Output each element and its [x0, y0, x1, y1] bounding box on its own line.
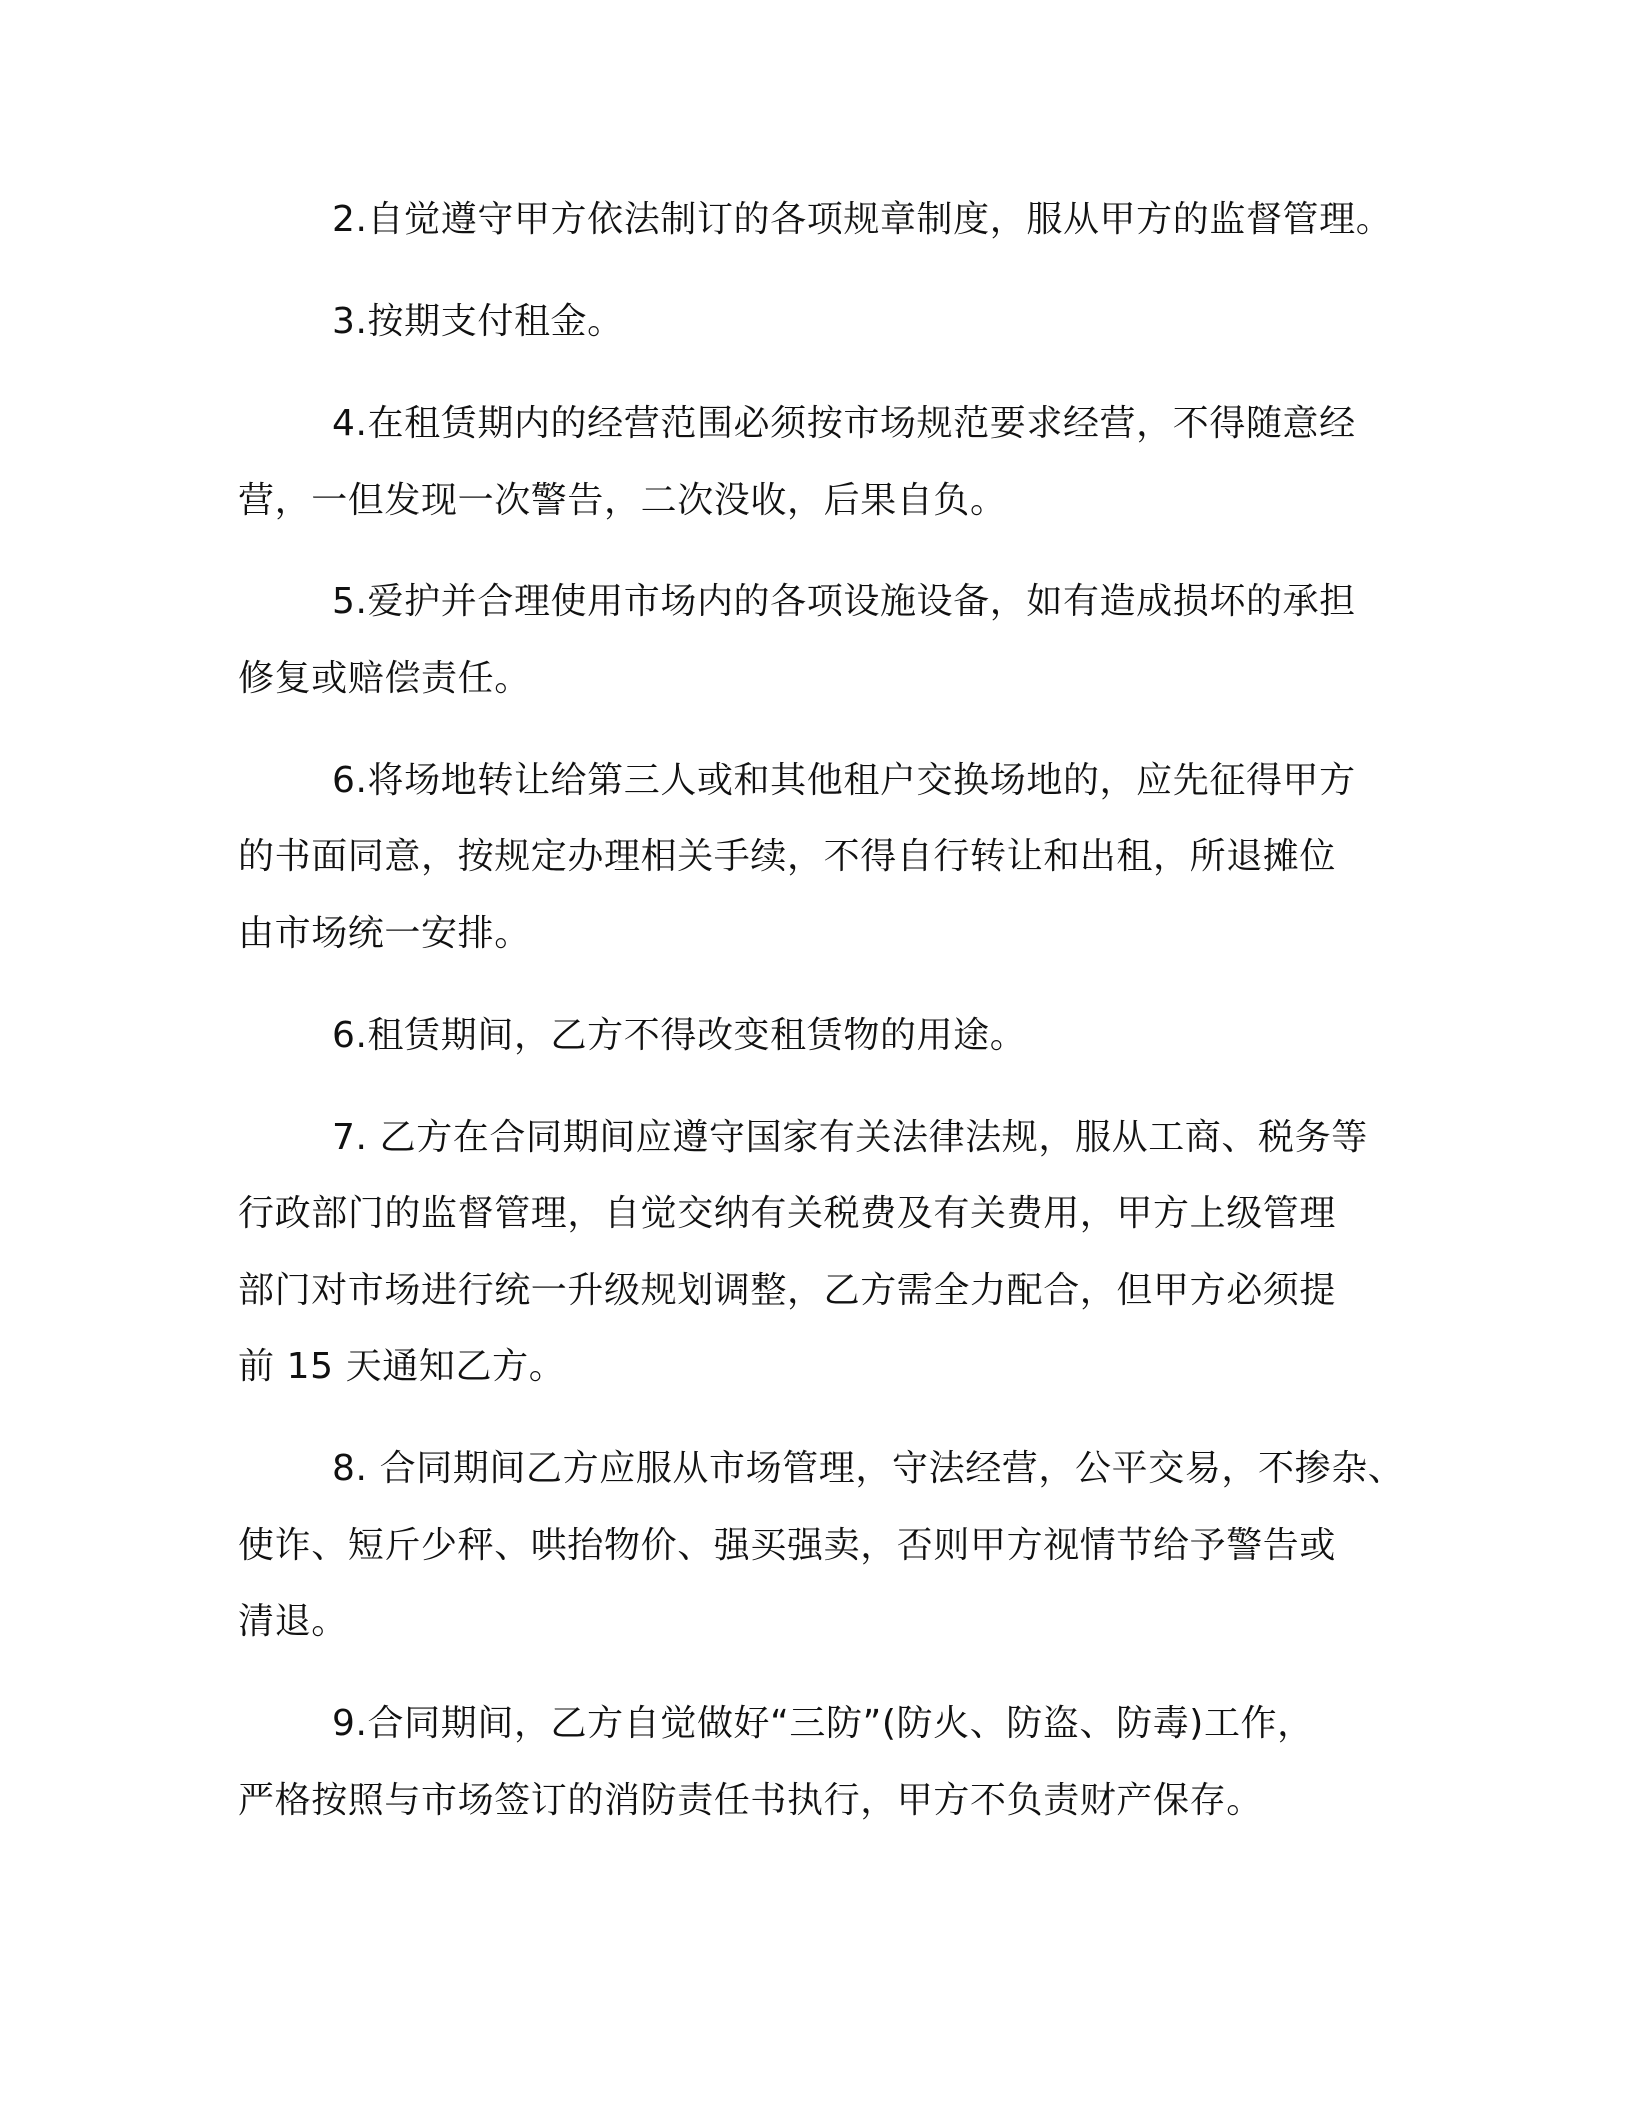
clause-7-line-1: 7. 乙方在合同期间应遵守国家有关法律法规，服从工商、税务等 — [332, 1117, 1368, 1158]
clause-7-line-3: 部门对市场进行统一升级规划调整，乙方需全力配合，但甲方必须提 — [238, 1270, 1337, 1311]
clause-5-line-1: 5.爱护并合理使用市场内的各项设施设备，如有造成损坏的承担 — [332, 581, 1356, 622]
clause-4-line-1: 4.在租赁期内的经营范围必须按市场规范要求经营，不得随意经 — [332, 403, 1356, 444]
clause-2-line-1: 2.自觉遵守甲方依法制订的各项规章制度，服从甲方的监督管理。 — [332, 199, 1393, 240]
clause-7-line-2: 行政部门的监督管理，自觉交纳有关税费及有关费用，甲方上级管理 — [238, 1193, 1337, 1234]
clause-9-line-1: 9.合同期间，乙方自觉做好“三防”(防火、防盗、防毒)工作， — [332, 1703, 1314, 1744]
clause-8-line-1: 8. 合同期间乙方应服从市场管理，守法经营，公平交易，不掺杂、 — [332, 1448, 1405, 1489]
clause-6a-line-1: 6.将场地转让给第三人或和其他租户交换场地的，应先征得甲方 — [332, 760, 1356, 801]
clause-3-line-1: 3.按期支付租金。 — [332, 301, 624, 342]
clause-9-line-2: 严格按照与市场签订的消防责任书执行，甲方不负责财产保存。 — [238, 1780, 1263, 1821]
clause-8-line-3: 清退。 — [238, 1601, 348, 1642]
clause-6a-line-2: 的书面同意，按规定办理相关手续，不得自行转让和出租，所退摊位 — [238, 836, 1337, 877]
clause-5-line-2: 修复或赔偿责任。 — [238, 658, 531, 699]
clause-4-line-2: 营，一但发现一次警告，二次没收，后果自负。 — [238, 480, 1007, 521]
clause-8-line-2: 使诈、短斤少秤、哄抬物价、强买强卖，否则甲方视情节给予警告或 — [238, 1525, 1337, 1566]
clause-6b-line-1: 6.租赁期间，乙方不得改变租赁物的用途。 — [332, 1015, 1027, 1056]
clause-6a-line-3: 由市场统一安排。 — [238, 913, 531, 954]
clause-7-line-4: 前 15 天通知乙方。 — [238, 1346, 566, 1387]
